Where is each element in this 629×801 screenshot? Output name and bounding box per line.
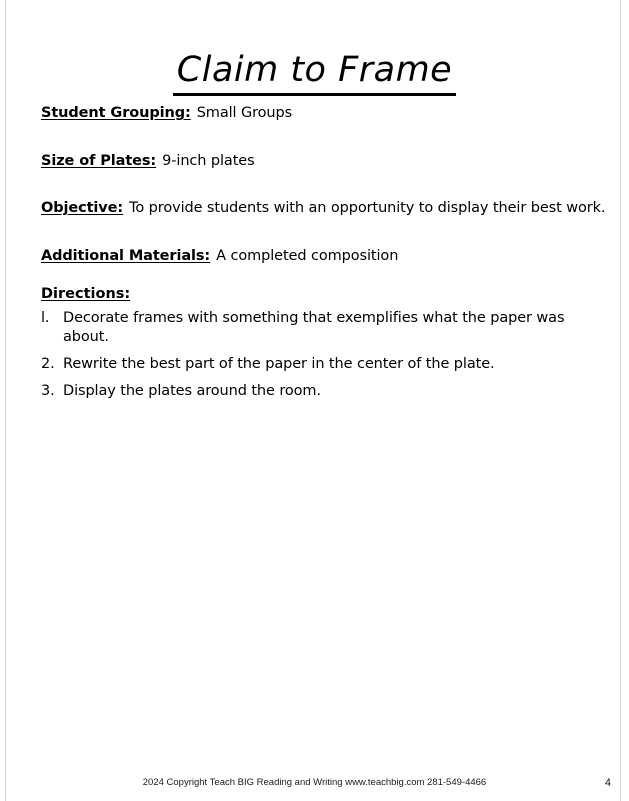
direction-marker: 2. xyxy=(41,355,55,372)
field-student-grouping-label: Student Grouping: xyxy=(41,105,191,121)
field-student-grouping-value: Small Groups xyxy=(196,105,293,121)
field-size-of-plates xyxy=(41,152,589,172)
field-student-grouping xyxy=(41,104,589,124)
direction-item xyxy=(41,355,589,374)
field-list xyxy=(41,104,606,294)
direction-marker: l. xyxy=(41,310,50,326)
field-additional-materials-value: A completed composition xyxy=(216,247,399,264)
field-additional-materials xyxy=(41,247,589,267)
directions-heading: Directions: xyxy=(41,286,131,302)
field-size-of-plates-value: 9-inch plates xyxy=(162,152,255,169)
field-additional-materials-label: Additional Materials: xyxy=(41,247,211,264)
field-size-of-plates-label: Size of Plates: xyxy=(41,152,157,169)
page-footer xyxy=(0,776,629,790)
field-objective-label: Objective: xyxy=(41,200,124,217)
footer-copyright-text: 2024 Copyright Teach BIG Reading and Writing www.teachbig.com 281-549-4466 xyxy=(142,777,487,788)
page-right-edge-rule xyxy=(620,0,621,801)
field-objective-value: To provide students with an opportunity to display their best work. xyxy=(129,200,606,217)
page-left-edge-rule xyxy=(5,0,6,801)
direction-item xyxy=(41,309,589,347)
field-objective xyxy=(41,199,606,219)
page-title xyxy=(0,51,629,95)
page-number: 4 xyxy=(604,777,611,789)
direction-item xyxy=(41,382,589,401)
direction-text: Rewrite the best part of the paper in the center of the plate. xyxy=(63,355,495,372)
direction-text: Decorate frames with something that exemplifies what the paper was about. xyxy=(63,310,565,345)
direction-text: Display the plates around the room. xyxy=(63,382,321,399)
page-title-text: Claim to Frame xyxy=(173,51,456,95)
directions-section xyxy=(41,286,589,408)
directions-list xyxy=(41,309,589,400)
direction-marker: 3. xyxy=(41,382,55,399)
